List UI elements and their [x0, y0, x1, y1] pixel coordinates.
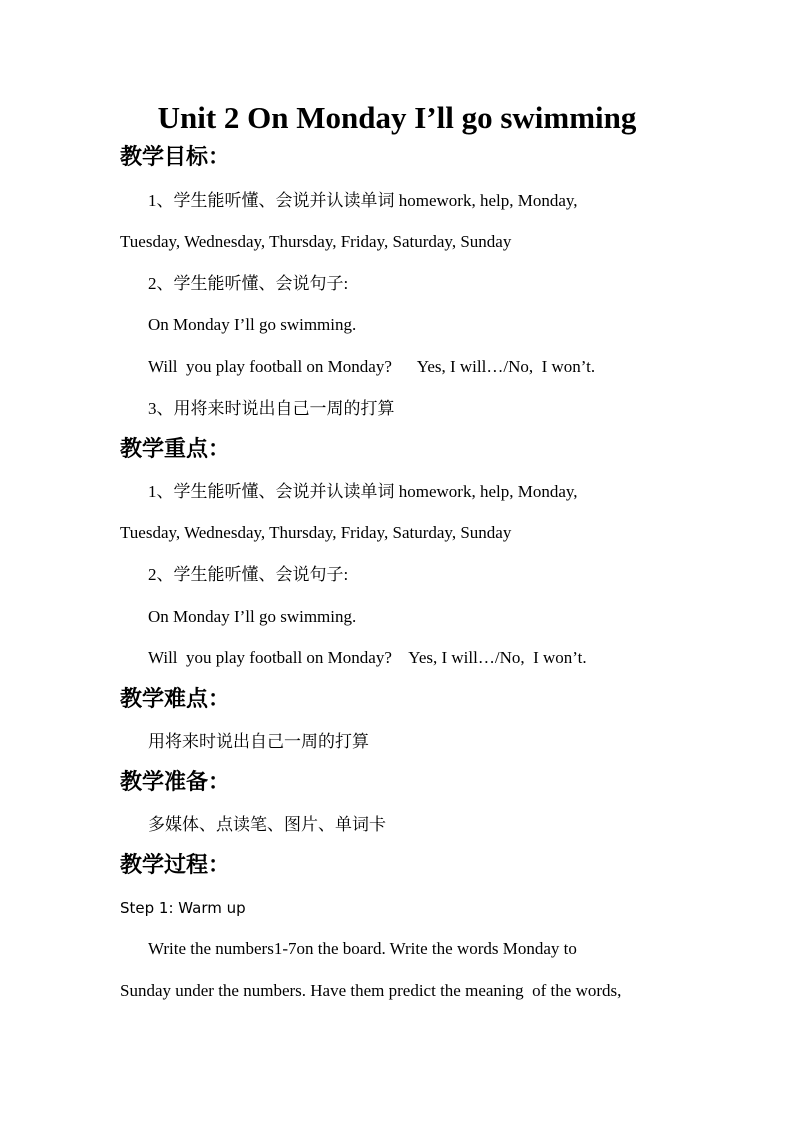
objectives-item-1-line-1: 1、学生能听懂、会说并认读单词 homework, help, Monday, — [148, 191, 578, 210]
key-points-item-1-line-2: Tuesday, Wednesday, Thursday, Friday, Saturday, Sunday — [120, 523, 512, 542]
difficulties-text: 用将来时说出自己一周的打算 — [148, 732, 369, 751]
objectives-heading: 教学目标： — [120, 145, 231, 170]
key-points-sentence-2: Will you play football on Monday? Yes, I will…/No, I won’t. — [148, 648, 587, 667]
key-points-heading: 教学重点： — [120, 437, 231, 462]
preparation-heading: 教学准备： — [120, 770, 231, 795]
key-points-item-1-line-1: 1、学生能听懂、会说并认读单词 homework, help, Monday, — [148, 482, 578, 501]
objectives-sentence-1: On Monday I’ll go swimming. — [148, 315, 357, 334]
process-heading: 教学过程： — [120, 853, 231, 878]
process-paragraph-line-2: Sunday under the numbers. Have them predict the meaning of the words, — [120, 981, 622, 1000]
objectives-item-3: 3、用将来时说出自己一周的打算 — [148, 399, 395, 418]
key-points-item-2: 2、学生能听懂、会说句子: — [148, 565, 349, 584]
objectives-sentence-2: Will you play football on Monday? Yes, I will…/No, I won’t. — [148, 357, 596, 376]
objectives-item-2: 2、学生能听懂、会说句子: — [148, 274, 349, 293]
process-paragraph-line-1: Write the numbers1-7on the board. Write the words Monday to — [148, 939, 577, 958]
objectives-item-1-line-2: Tuesday, Wednesday, Thursday, Friday, Saturday, Sunday — [120, 232, 512, 251]
preparation-text: 多媒体、点读笔、图片、单词卡 — [148, 815, 386, 834]
key-points-sentence-1: On Monday I’ll go swimming. — [148, 607, 357, 626]
step-1-heading: Step 1: Warm up — [120, 899, 246, 917]
document-title: Unit 2 On Monday I’ll go swimming — [157, 100, 637, 135]
difficulties-heading: 教学难点： — [120, 687, 231, 712]
